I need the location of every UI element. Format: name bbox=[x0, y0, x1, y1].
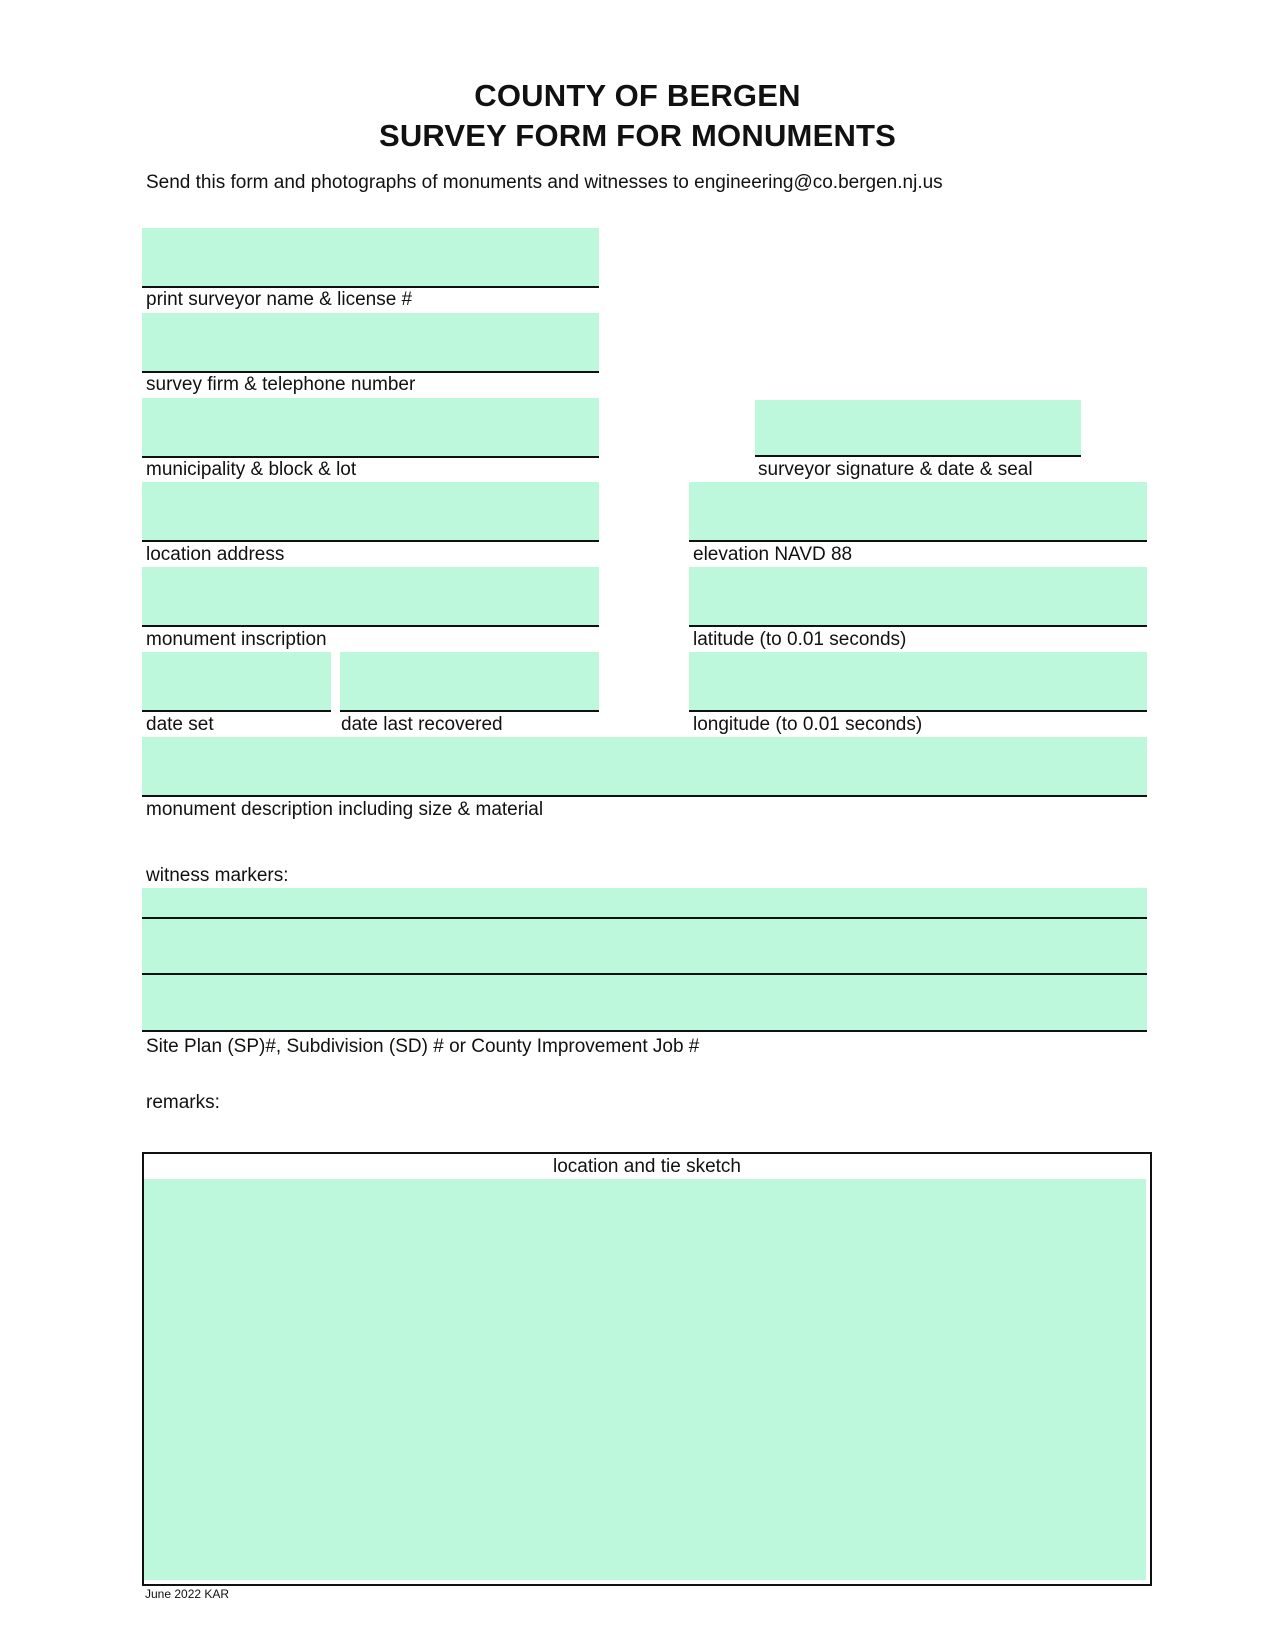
date-set-input[interactable] bbox=[142, 652, 331, 712]
witness-marker-input-3[interactable] bbox=[142, 975, 1147, 1032]
date-last-recovered-label: date last recovered bbox=[341, 714, 503, 735]
municipality-label: municipality & block & lot bbox=[146, 459, 357, 480]
location-address-input[interactable] bbox=[142, 482, 599, 542]
instruction-text: Send this form and photographs of monuments and witnesses to engineering@co.bergen.nj.us bbox=[146, 172, 943, 193]
location-tie-sketch-box bbox=[142, 1152, 1152, 1586]
footer-note: June 2022 KAR bbox=[145, 1587, 230, 1601]
monument-description-input[interactable] bbox=[142, 737, 1147, 797]
form-title-county: COUNTY OF BERGEN bbox=[474, 78, 801, 113]
witness-markers-label: witness markers: bbox=[146, 865, 289, 886]
longitude-label: longitude (to 0.01 seconds) bbox=[693, 714, 923, 735]
site-plan-label: Site Plan (SP)#, Subdivision (SD) # or County Improvement Job # bbox=[146, 1036, 700, 1057]
witness-marker-input-2[interactable] bbox=[142, 919, 1147, 975]
date-last-recovered-input[interactable] bbox=[340, 652, 599, 712]
elevation-input[interactable] bbox=[689, 482, 1147, 542]
monument-inscription-label: monument inscription bbox=[146, 629, 327, 650]
elevation-label: elevation NAVD 88 bbox=[693, 544, 853, 565]
survey-firm-label: survey firm & telephone number bbox=[146, 374, 416, 395]
date-set-label: date set bbox=[146, 714, 214, 735]
sketch-caption: location and tie sketch bbox=[552, 1156, 741, 1177]
remarks-label: remarks: bbox=[146, 1092, 220, 1113]
sketch-area[interactable] bbox=[144, 1179, 1146, 1580]
location-address-label: location address bbox=[146, 544, 285, 565]
surveyor-signature-input[interactable] bbox=[755, 400, 1081, 457]
municipality-input[interactable] bbox=[142, 398, 599, 458]
witness-marker-input-1[interactable] bbox=[142, 888, 1147, 919]
longitude-input[interactable] bbox=[689, 652, 1147, 712]
surveyor-name-input[interactable] bbox=[142, 228, 599, 288]
monument-inscription-input[interactable] bbox=[142, 567, 599, 627]
latitude-input[interactable] bbox=[689, 567, 1147, 627]
survey-firm-input[interactable] bbox=[142, 313, 599, 373]
form-title: SURVEY FORM FOR MONUMENTS bbox=[378, 118, 897, 153]
latitude-label: latitude (to 0.01 seconds) bbox=[693, 629, 907, 650]
monument-description-label: monument description including size & material bbox=[146, 799, 544, 820]
surveyor-signature-label: surveyor signature & date & seal bbox=[758, 459, 1033, 480]
surveyor-name-label: print surveyor name & license # bbox=[146, 289, 413, 310]
